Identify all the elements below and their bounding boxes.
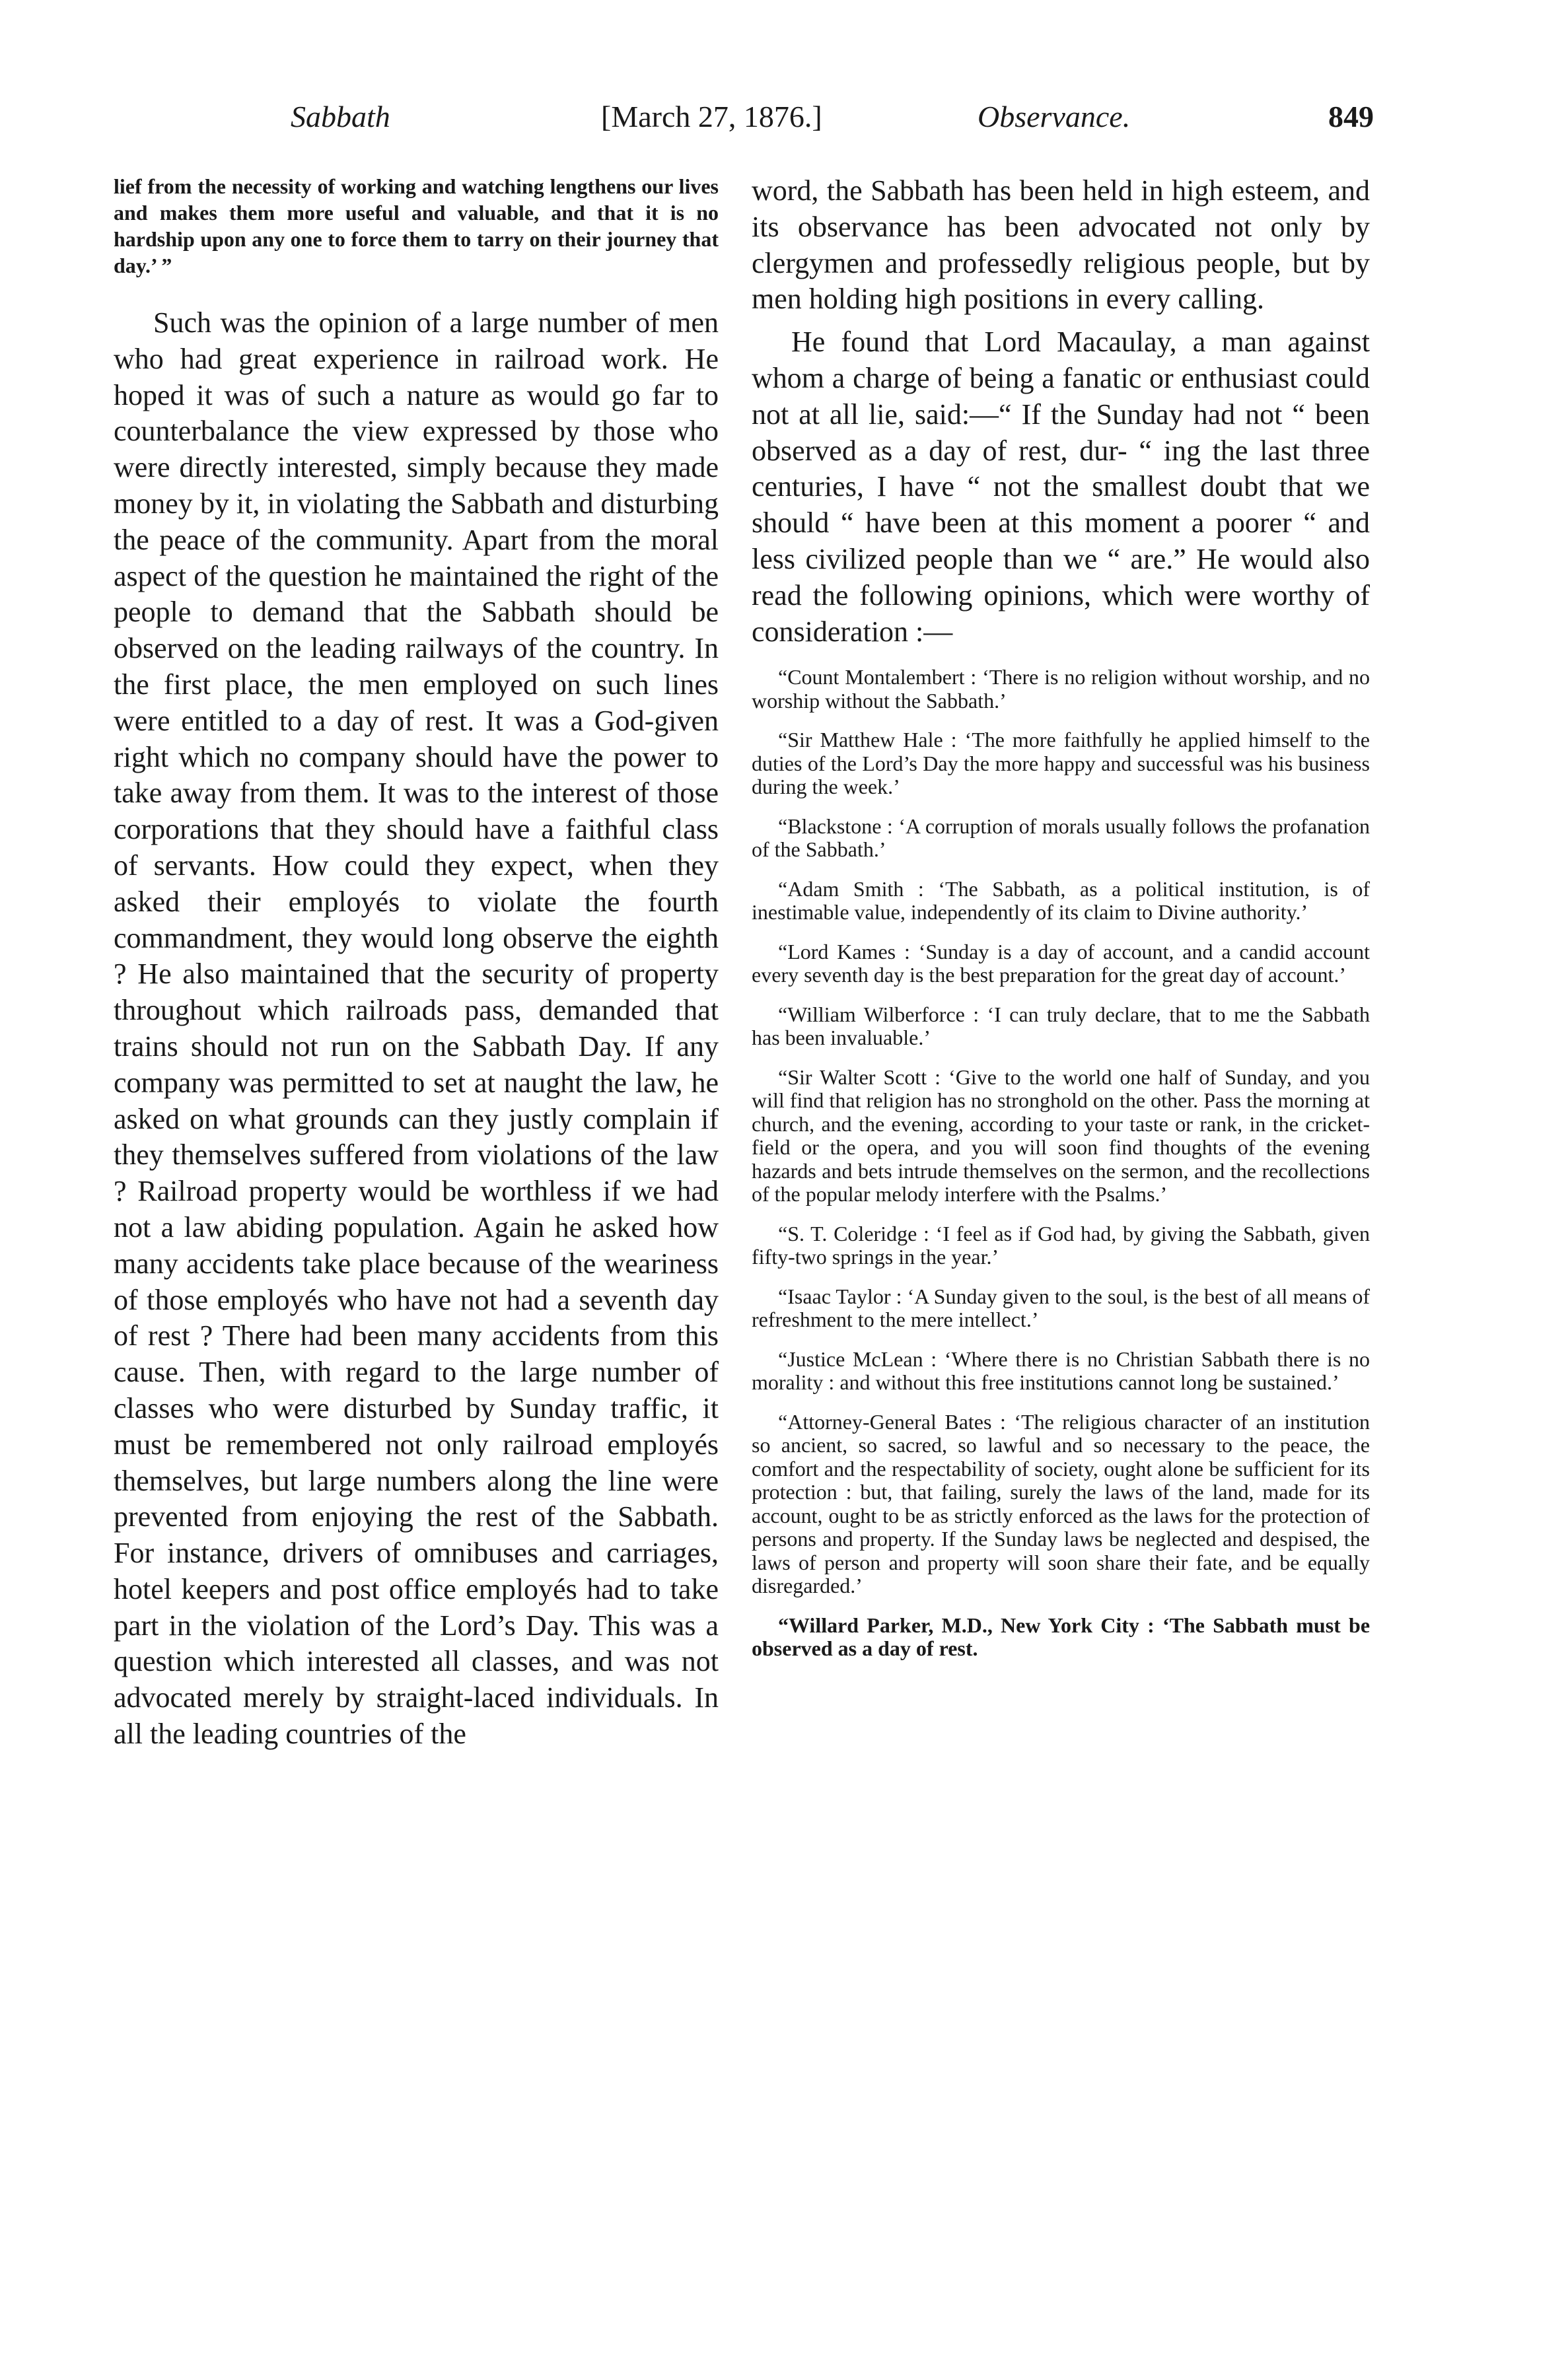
opinion-quote: ‘I can truly declare, that to me the Sabbath has been invaluable.’	[752, 1002, 1370, 1050]
opinion-speaker: “S. T. Coleridge :	[778, 1221, 929, 1245]
opinion-quote: ‘The more faithfully he applied himself to the duties of the Lord’s Day the more happy and successful was his business during the week.’	[752, 728, 1371, 799]
header-left-title: Sabbath	[291, 100, 390, 133]
running-header	[291, 99, 1374, 152]
opinion-speaker: “Lord Kames :	[778, 939, 910, 963]
opinion-speaker: “Justice McLean :	[778, 1347, 937, 1371]
header-date: [March 27, 1876.]	[601, 100, 822, 133]
left-column	[114, 173, 719, 1753]
opinion-quote: ‘Sunday is a day of account, and a candid account every seventh day is the best preparation for the great day of account.’	[752, 939, 1371, 987]
opinion-item	[752, 1614, 1370, 1661]
opinion-speaker: “Count Montalembert :	[778, 665, 977, 689]
opinion-speaker: “Isaac Taylor :	[778, 1284, 902, 1308]
opinion-item	[752, 1222, 1370, 1269]
opinion-quote: ‘There is no religion without worship, and no worship without the Sabbath.’	[752, 665, 1371, 713]
page-number: 849	[1328, 100, 1374, 133]
opinion-item	[752, 1066, 1370, 1207]
opinion-item	[752, 878, 1370, 925]
quote-continuation: lief from the necessity of working and watching lengthens our lives and makes them more useful and valuable, and that it is no hardship upon any one to force them to tarry on their journey that day.’ ”	[114, 174, 719, 277]
body-paragraph: Such was the opinion of a large number of men who had great experience in railroad work. He hoped it was of such a nature as would go far to counterbalance the view expressed by those who were directly interested, simply because they made money by it, in violating the Sabbath and disturbing the peace of the community. Apart from the moral aspect of the question he maintained the right of the people to demand that the Sabbath should be observed on the leading railways of the country. In the first place, the men employed on such lines were entitled to a day of rest. It was a God-given right which no company should have the power to take away from them. It was to the interest of those corporations that they should have a faithful class of servants. How could they expect, when they asked their employés to violate the fourth commandment, they would long observe the eighth ? He also maintained that the security of property throughout which railroads pass, demanded that trains should not run on the Sabbath Day. If any company was permitted to set at naught the law, he asked on what grounds can they justly complain if they themselves suffered from violations of the law ? Railroad property would be worthless if we had not a law abiding population. Again he asked how many accidents take place because of the weariness of those employés who have not had a seventh day of rest ? There had been many accidents from this cause. Then, with regard to the large number of classes who were disturbed by Sunday traffic, it must be remembered not only railroad employés themselves, but large numbers along the line were prevented from enjoying the rest of the Sabbath. For instance, drivers of omnibuses and carriages, hotel keepers and post office employés had to take part in the violation of the Lord’s Day. This was a question which interested all classes, and was not advocated merely by straight-laced individuals. In all the leading countries of the	[114, 306, 719, 1751]
opinion-speaker: “Attorney-General Bates :	[778, 1409, 1006, 1434]
opinion-item	[752, 940, 1370, 987]
opinion-item	[752, 1411, 1370, 1598]
opinion-quote: ‘A Sunday given to the soul, is the best of all means of refreshment to the mere intellect.’	[752, 1284, 1371, 1332]
opinion-quote: ‘The Sabbath, as a political institution, is of inestimable value, independently of its claim to Divine authority.’	[752, 876, 1371, 925]
opinion-speaker: “Willard Parker, M.D., New York City :	[778, 1613, 1155, 1637]
opinion-quote: ‘Give to the world one half of Sunday, and you will find that religion has no stronghold on the other. Pass the morning at church, and the evening, according to your taste or rank, in the cricket-field or the opera, and you will soon find thoughts of the evening hazards and bets intrude themselves on the sermon, and the recollections of the popular melody interfere with the Psalms.’	[752, 1065, 1371, 1207]
opinions-list	[752, 666, 1370, 1661]
opinion-quote: ‘I feel as if God had, by giving the Sabbath, given fifty-two springs in the year.’	[752, 1221, 1371, 1269]
opinion-speaker: “Sir Walter Scott :	[778, 1065, 941, 1089]
opinion-speaker: “Blackstone :	[778, 814, 893, 838]
opinion-speaker: “Adam Smith :	[778, 876, 924, 901]
opinion-item	[752, 1285, 1370, 1332]
opinion-item	[752, 666, 1370, 713]
body-paragraph-macaulay: He found that Lord Macaulay, a man against whom a charge of being a fanatic or enthusiast could not at all lie, said:—“ If the Sunday had not “ been observed as a day of rest, dur- “ ing the last three centuries, I have “ not the smallest doubt that we should “ have been at this moment a poorer “ and less civilized people than we “ are.” He would also read the following opinions, which were worthy of consideration :—	[752, 326, 1370, 648]
opinion-quote: ‘A corruption of morals usually follows the profanation of the Sabbath.’	[752, 814, 1370, 862]
opinion-item	[752, 1003, 1370, 1050]
opinion-item	[752, 815, 1370, 862]
right-column	[752, 173, 1370, 1677]
opinion-speaker: “William Wilberforce :	[778, 1002, 980, 1026]
opinion-quote: ‘The religious character of an institution so ancient, so sacred, so lawful and so necessary to the peace, the comfort and the respectability of society, ought alone be sufficient for its protection : but, that failing, surely the laws of the land, made for its account, ought to be as strictly enforced as the laws for the protection of persons and property. If the Sunday laws be neglected and despised, the laws of person and property will soon share their fate, and be equally disregarded.’	[752, 1409, 1370, 1598]
opinion-item	[752, 1348, 1370, 1395]
opinion-item	[752, 728, 1370, 799]
opinion-quote: ‘Where there is no Christian Sabbath there is no morality : and without this free institutions cannot long be sustained.’	[752, 1347, 1371, 1395]
opinion-quote: ‘The Sabbath must be observed as a day of rest.	[752, 1613, 1371, 1661]
header-right-title: Observance.	[978, 100, 1131, 133]
opinion-speaker: “Sir Matthew Hale :	[778, 728, 957, 752]
body-paragraph-continuation: word, the Sabbath has been held in high esteem, and its observance has been advocated not only by clergymen and professedly religious people, but by men holding high positions in every calling.	[752, 174, 1370, 316]
